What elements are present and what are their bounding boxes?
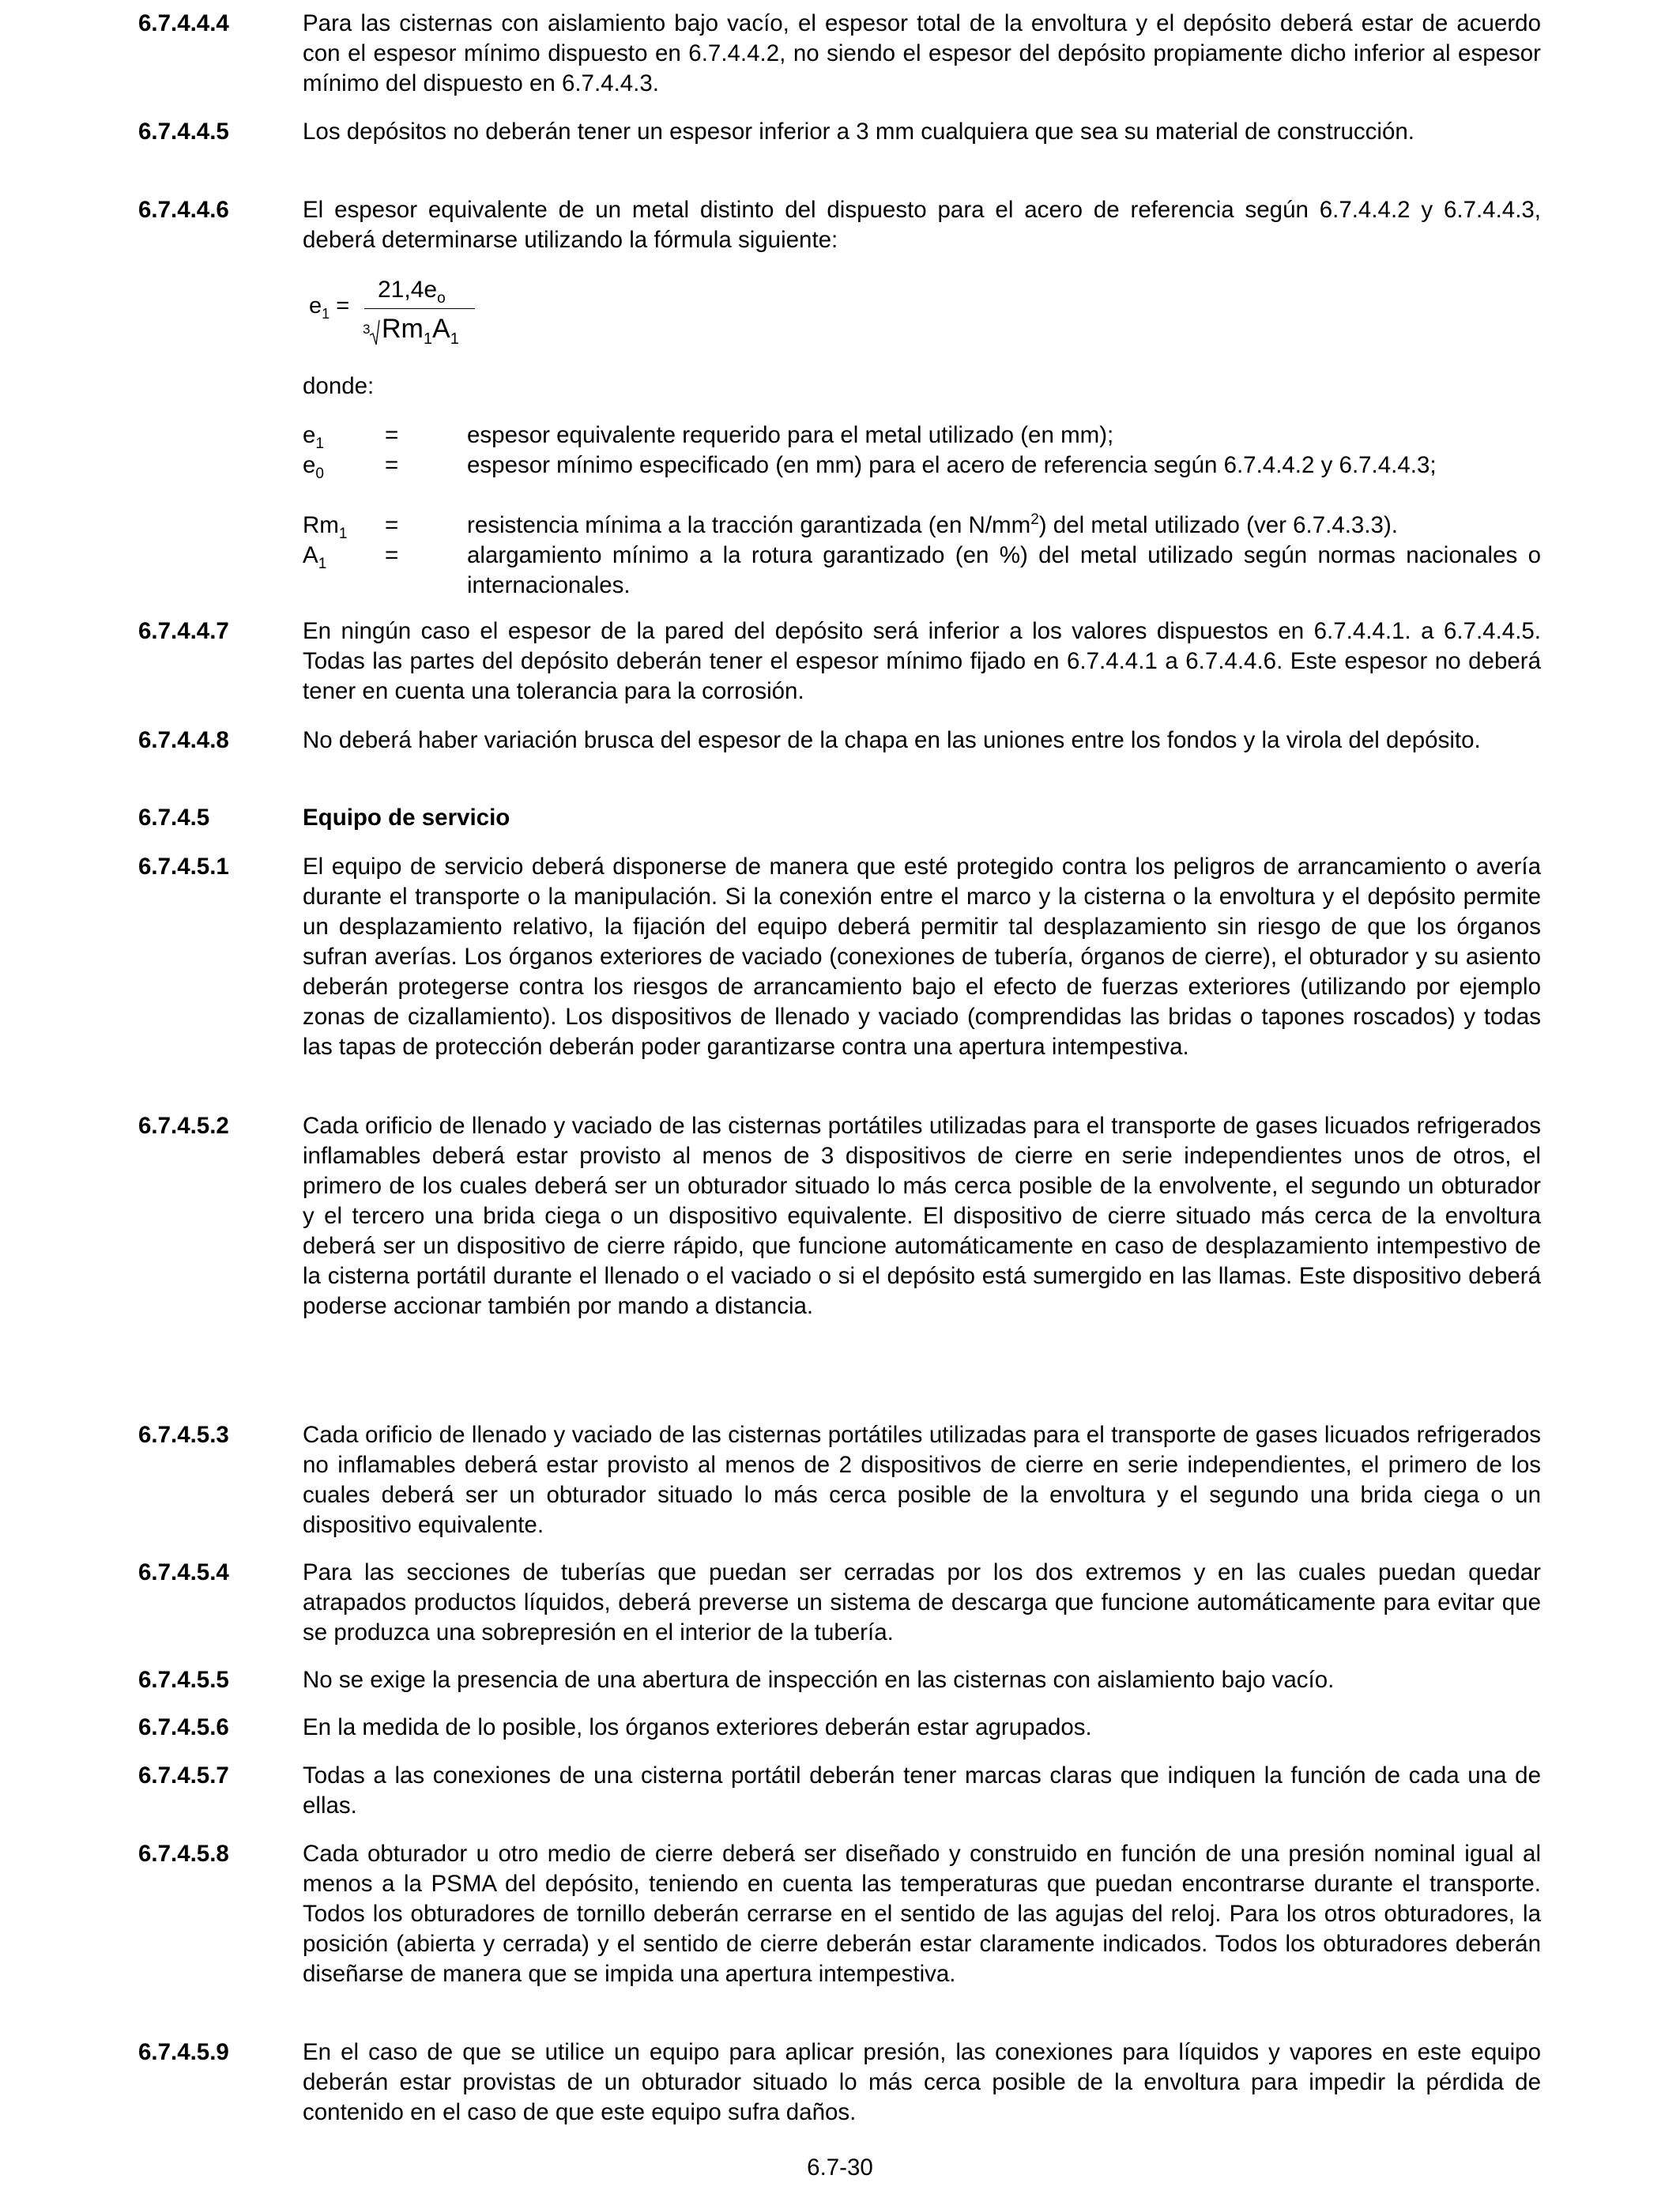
def-text: espesor equivalente requerido para el metal utilizado (en mm);	[467, 422, 1114, 448]
formula-denominator: $Rm_1A_1$	[382, 314, 459, 348]
radical-sign-icon	[369, 319, 380, 346]
section-number: 6.7.4.5.4	[138, 1559, 229, 1585]
section-text: El equipo de servicio deberá disponerse de manera que esté protegido contra los peligros de arrancamiento o avería durante el transporte o la manipulación. Si la conexión entre el marco y la cisterna o la envoltura y el depósito permite un desplazamiento relativo, la fijación del equipo deberá permitir tal desplazamiento sin riesgo de que los órganos sufran averías. Los órganos exteriores de vaciado (conexiones de tubería, órganos de cierre), el obturador y su asiento deberán protegerse contra los riesgos de arrancamiento bajo el efecto de fuerzas exteriores (utilizando por ejemplo zonas de cizallamiento). Los dispositivos de llenado y vaciado (comprendidas las bridas o tapones roscados) y todas las tapas de protección deberán poder garantizarse contra una apertura intempestiva.	[303, 854, 1541, 1060]
section-number: 6.7.4.5.7	[138, 1762, 229, 1789]
def-symbol: $Rm_1$	[303, 512, 348, 542]
section-text: En la medida de lo posible, los órganos exteriores deberán estar agrupados.	[303, 1714, 1092, 1740]
section-text: Para las secciones de tuberías que puedan ser cerradas por los dos extremos y en las cuales puedan quedar atrapados productos líquidos, deberá preverse un sistema de descarga que funcione automáticamente para evitar que se produzca una sobrepresión en el interior de la tubería.	[303, 1559, 1541, 1646]
section-number: 6.7.4.5.2	[138, 1113, 229, 1139]
def-symbol: $e_1$	[303, 422, 324, 452]
section-number: 6.7.4.4.5	[138, 119, 229, 145]
def-text: resistencia mínima a la tracción garantizada (en $N/mm^2$) del metal utilizado (ver 6.7.4.3.3).	[467, 511, 1398, 538]
section-number: 6.7.4.5.6	[138, 1714, 229, 1740]
formula-numerator: $21,4e_o$	[378, 277, 446, 307]
def-text: alargamiento mínimo a la rotura garantizado (en %) del metal utilizado según normas nacionales o internacionales.	[467, 542, 1541, 598]
root-index: 3	[363, 322, 371, 337]
fraction-bar	[364, 308, 475, 309]
section-number: 6.7.4.4.7	[138, 618, 229, 644]
section-number: 6.7.4.4.4	[138, 10, 229, 36]
section-text: Los depósitos no deberán tener un espesor inferior a 3 mm cualquiera que sea su material de construcción.	[303, 119, 1414, 145]
thickness-formula	[303, 273, 492, 352]
section-number: 6.7.4.5	[138, 805, 210, 831]
donde-label: donde:	[303, 373, 375, 399]
section-text: Cada orificio de llenado y vaciado de las cisternas portátiles utilizadas para el transporte de gases licuados refrigerados no inflamables deberá estar provisto al menos de 2 dispositivos de cierre en serie independientes, el primero de los cuales deberá ser un obturador situado lo más cerca posible de la envoltura y el segundo una brida ciega o un dispositivo equivalente.	[303, 1422, 1541, 1538]
section-text: Todas a las conexiones de una cisterna portátil deberán tener marcas claras que indiquen la función de cada una de ellas.	[303, 1762, 1541, 1819]
page-number: 6.7-30	[807, 2154, 873, 2181]
section-number: 6.7.4.5.3	[138, 1422, 229, 1448]
section-number: 6.7.4.5.1	[138, 854, 229, 880]
section-number: 6.7.4.4.8	[138, 727, 229, 753]
section-number: 6.7.4.4.6	[138, 197, 229, 223]
section-text: No deberá haber variación brusca del espesor de la chapa en las uniones entre los fondos y la virola del depósito.	[303, 727, 1481, 753]
section-text: Cada orificio de llenado y vaciado de las cisternas portátiles utilizadas para el transporte de gases licuados refrigerados inflamables deberá estar provisto al menos de 3 dispositivos de cierre en serie independientes unos de otros, el primero de los cuales deberá ser un obturador situado lo más cerca posible de la envolvente, el segundo un obturador y el tercero una brida ciega o un dispositivo equivalente. El dispositivo de cierre situado más cerca de la envoltura deberá ser un dispositivo de cierre rápido, que funcione automáticamente en caso de desplazamiento intempestivo de la cisterna portátil durante el llenado o el vaciado o si el depósito está sumergido en las llamas. Este dispositivo deberá poderse accionar también por mando a distancia.	[303, 1113, 1541, 1319]
section-text: El espesor equivalente de un metal distinto del dispuesto para el acero de referencia según 6.7.4.4.2 y 6.7.4.4.3, deberá determinarse utilizando la fórmula siguiente:	[303, 197, 1541, 253]
def-equals: =	[385, 512, 399, 538]
section-number: 6.7.4.5.8	[138, 1841, 229, 1867]
def-equals: =	[385, 422, 399, 448]
section-text: Cada obturador u otro medio de cierre deberá ser diseñado y construido en función de una presión nominal igual al menos a la PSMA del depósito, teniendo en cuenta las temperaturas que puedan encontrarse durante el transporte. Todos los obturadores de tornillo deberán cerrarse en el sentido de las agujas del reloj. Para los otros obturadores, la posición (abierta y cerrada) y el sentido de cierre deberán estar claramente indicados. Todos los obturadores deberán diseñarse de manera que se impida una apertura intempestiva.	[303, 1841, 1541, 1987]
formula-lhs: $e_1$ =	[309, 293, 350, 322]
def-equals: =	[385, 452, 399, 478]
section-text: En ningún caso el espesor de la pared del depósito será inferior a los valores dispuestos en 6.7.4.4.1. a 6.7.4.4.5. Todas las partes del depósito deberán tener el espesor mínimo fijado en 6.7.4.4.1 a 6.7.4.4.6. Este espesor no deberá tener en cuenta una tolerancia para la corrosión.	[303, 618, 1541, 704]
def-text: espesor mínimo especificado (en mm) para el acero de referencia según 6.7.4.4.2 y 6.7.4.4.3;	[467, 452, 1437, 478]
section-text: En el caso de que se utilice un equipo para aplicar presión, las conexiones para líquidos y vapores en este equipo deberán estar provistas de un obturador situado lo más cerca posible de la envoltura para impedir la pérdida de contenido en el caso de que este equipo sufra daños.	[303, 2039, 1541, 2125]
def-symbol: $e_0$	[303, 452, 324, 482]
def-symbol: $A_1$	[303, 542, 327, 572]
section-number: 6.7.4.5.5	[138, 1667, 229, 1693]
section-heading: Equipo de servicio	[303, 805, 510, 831]
section-text: No se exige la presencia de una abertura de inspección en las cisternas con aislamiento bajo vacío.	[303, 1667, 1335, 1693]
section-text: Para las cisternas con aislamiento bajo vacío, el espesor total de la envoltura y el depósito deberá estar de acuerdo con el espesor mínimo dispuesto en 6.7.4.4.2, no siendo el espesor del depósito propiamente dicho inferior al espesor mínimo del dispuesto en 6.7.4.4.3.	[303, 10, 1541, 96]
def-equals: =	[385, 542, 399, 568]
section-number: 6.7.4.5.9	[138, 2039, 229, 2065]
